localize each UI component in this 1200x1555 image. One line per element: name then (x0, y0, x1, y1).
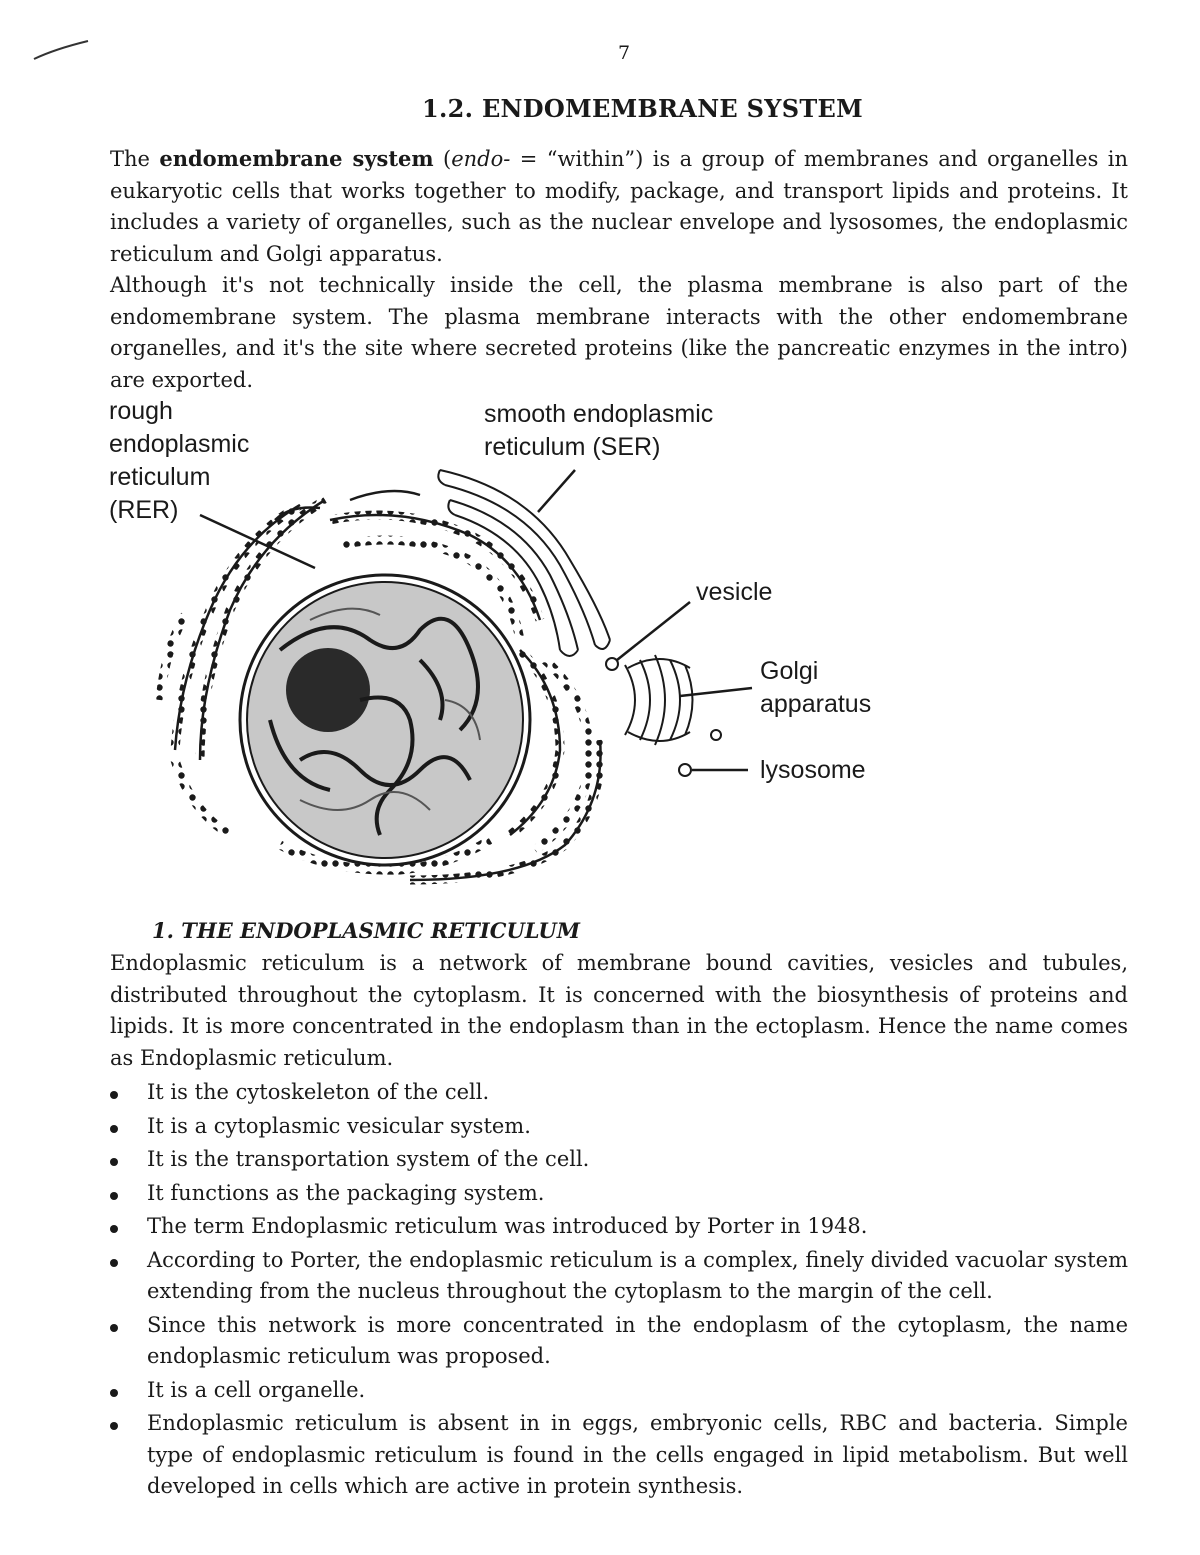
list-item-text: It is a cytoplasmic vesicular system. (147, 1113, 531, 1138)
intro-rest: = “within”) is a group of membranes and organelles in eukaryotic cells that works together to modify, package, and transport lipids and proteins. It includes a variety of organelles, such as the nuclear envelope and lysosomes, the endoplasmic reticulum and Golgi apparatus. (110, 147, 1128, 266)
bullet-icon (110, 1259, 118, 1267)
etymology-term: endo- (451, 147, 511, 171)
golgi-apparatus (625, 655, 693, 745)
golgi-label-line: Golgi (760, 657, 819, 685)
list-item-text: It is the transportation system of the cell. (147, 1147, 590, 1171)
rer-label-line: (RER) (109, 496, 179, 524)
section-heading: 1.2. ENDOMEMBRANE SYSTEM (422, 94, 863, 123)
er-bullet-list (110, 1077, 1128, 1505)
bullet-icon (110, 1324, 118, 1332)
page-number: 7 (618, 42, 631, 64)
list-item (110, 1310, 1128, 1373)
list-item-text: It is the cytoskeleton of the cell. (147, 1080, 490, 1104)
ser-label-line: smooth endoplasmic (484, 400, 714, 428)
list-item (110, 1144, 1128, 1176)
list-item-text: The term Endoplasmic reticulum was introduced by Porter in 1948. (147, 1214, 868, 1238)
intro-mid: ( (433, 147, 452, 171)
list-item (110, 1211, 1128, 1243)
rer-label (109, 395, 249, 527)
ser-label (484, 398, 713, 464)
bullet-icon (110, 1389, 118, 1397)
ser-label-line: reticulum (SER) (484, 433, 661, 461)
list-item-text: It functions as the packaging system. (147, 1180, 545, 1205)
list-item (110, 1375, 1128, 1407)
golgi-label (760, 655, 871, 721)
intro-lead: The (110, 147, 160, 171)
vesicle-shape (606, 658, 618, 670)
list-item-text: Endoplasmic reticulum is absent in in eggs, embryonic cells, RBC and bacteria. Simple type of endoplasmic reticulum is found in the cells engaged in lipid metabolism. But well developed in cells which are active in protein synthesis. (147, 1411, 1128, 1498)
intro-paragraph-1 (110, 143, 1128, 270)
er-intro-paragraph: Endoplasmic reticulum is a network of membrane bound cavities, vesicles and tubules, distributed throughout the cytoplasm. It is concerned with the biosynthesis of proteins and lipids. It is more concentrated in the endoplasm than in the ectoplasm. Hence the name comes as Endoplasmic reticulum. (110, 951, 1128, 1070)
bullet-icon (110, 1422, 118, 1430)
rer-label-line: reticulum (109, 463, 211, 491)
nucleus (240, 575, 530, 865)
bullet-icon (110, 1125, 118, 1133)
list-item-text: According to Porter, the endoplasmic reticulum is a complex, finely divided vacuolar system extending from the nucleus throughout the cytoplasm to the margin of the cell. (147, 1247, 1128, 1303)
list-item (110, 1245, 1128, 1308)
rer-label-line: endoplasmic (109, 430, 250, 458)
bullet-icon (110, 1225, 118, 1233)
bullet-icon (110, 1091, 118, 1099)
bullet-icon (110, 1192, 118, 1200)
lysosome-label: lysosome (760, 756, 866, 784)
pen-mark (30, 35, 100, 65)
list-item (110, 1178, 1128, 1210)
list-item-text: It is a cell organelle. (147, 1377, 366, 1402)
rer-label-line: rough (109, 397, 173, 425)
intro-paragraph-2: Although it's not technically inside the cell, the plasma membrane is also part of the endomembrane system. The plasma membrane interacts with the other endomembrane organelles, and it's the site where secreted proteins (like the pancreatic enzymes in the intro) are exported. (110, 273, 1128, 392)
list-item (110, 1077, 1128, 1109)
bullet-icon (110, 1158, 118, 1166)
list-item-text: Since this network is more concentrated in the endoplasm of the cytoplasm, the name endoplasmic reticulum was proposed. (147, 1312, 1128, 1368)
golgi-label-line: apparatus (760, 690, 872, 718)
lysosome-shape (679, 764, 691, 776)
er-subheading: 1. THE ENDOPLASMIC RETICULUM (152, 918, 580, 943)
key-term: endomembrane system (159, 146, 434, 171)
nucleolus (286, 648, 370, 732)
vesicle-label: vesicle (696, 578, 773, 606)
list-item (110, 1408, 1128, 1503)
list-item (110, 1111, 1128, 1143)
